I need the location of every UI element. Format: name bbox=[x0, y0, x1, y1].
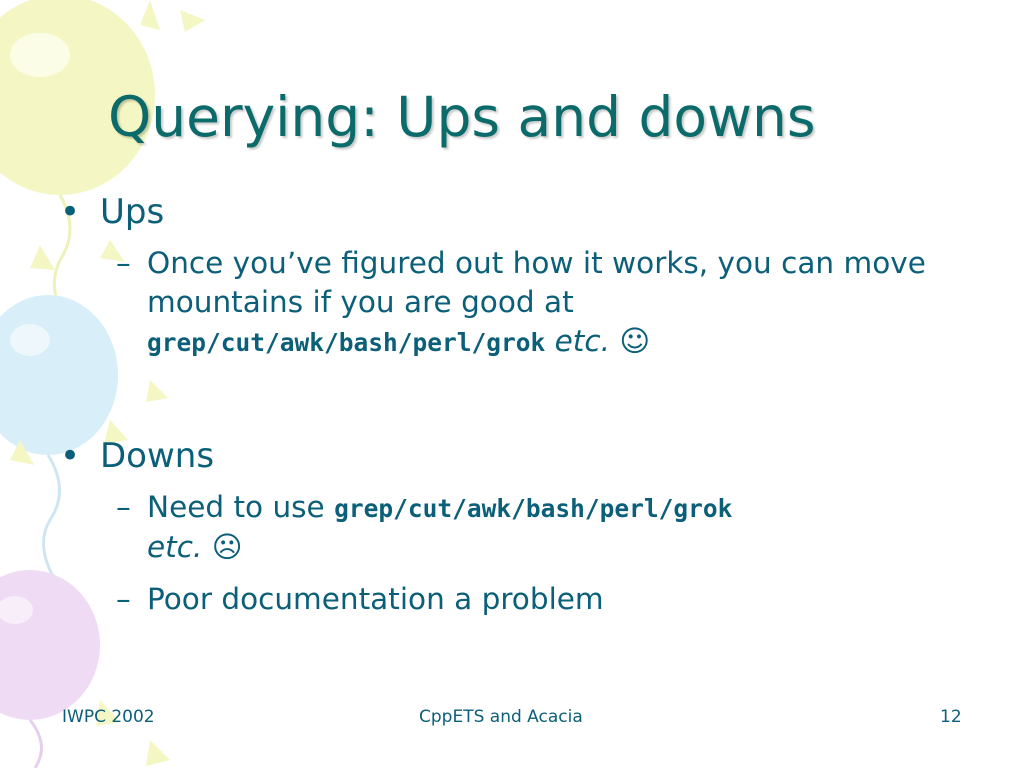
ups-item-text: Once you’ve figured out how it works, you can move mountains if you are good at bbox=[147, 246, 926, 319]
slide-title: Querying: Ups and downs bbox=[108, 85, 816, 149]
bullet-icon: • bbox=[60, 436, 81, 476]
downs-item-2-text: Poor documentation a problem bbox=[147, 582, 604, 616]
bullet-downs-label: Downs bbox=[100, 436, 215, 476]
footer-page-number: 12 bbox=[940, 707, 962, 727]
sub-item-downs-1 bbox=[116, 488, 956, 567]
sub-item-downs-2 bbox=[116, 580, 956, 619]
downs-tools-list: grep/cut/awk/bash/perl/grok bbox=[334, 494, 733, 523]
ups-tools-list: grep/cut/awk/bash/perl/grok bbox=[147, 328, 546, 357]
dash-icon: – bbox=[116, 582, 131, 616]
downs-item-prefix: Need to use bbox=[147, 490, 325, 524]
sub-item-ups-1 bbox=[116, 244, 956, 362]
frown-icon: ☹ bbox=[211, 530, 243, 564]
dash-icon: – bbox=[116, 246, 131, 280]
sub-item-ups-1-text bbox=[147, 244, 956, 362]
sub-item-downs-1-text bbox=[147, 488, 956, 567]
balloon-purple-icon bbox=[0, 570, 100, 768]
ups-etc: etc. bbox=[554, 324, 610, 358]
downs-etc: etc. bbox=[147, 530, 203, 564]
bullet-icon: • bbox=[60, 192, 81, 232]
smiley-icon: ☺ bbox=[619, 324, 651, 358]
bullet-ups bbox=[60, 192, 164, 232]
footer-left: IWPC 2002 bbox=[62, 707, 155, 727]
bullet-ups-label: Ups bbox=[100, 192, 165, 232]
footer-center: CppETS and Acacia bbox=[419, 707, 583, 727]
dash-icon: – bbox=[116, 490, 131, 524]
bullet-downs bbox=[60, 436, 214, 476]
